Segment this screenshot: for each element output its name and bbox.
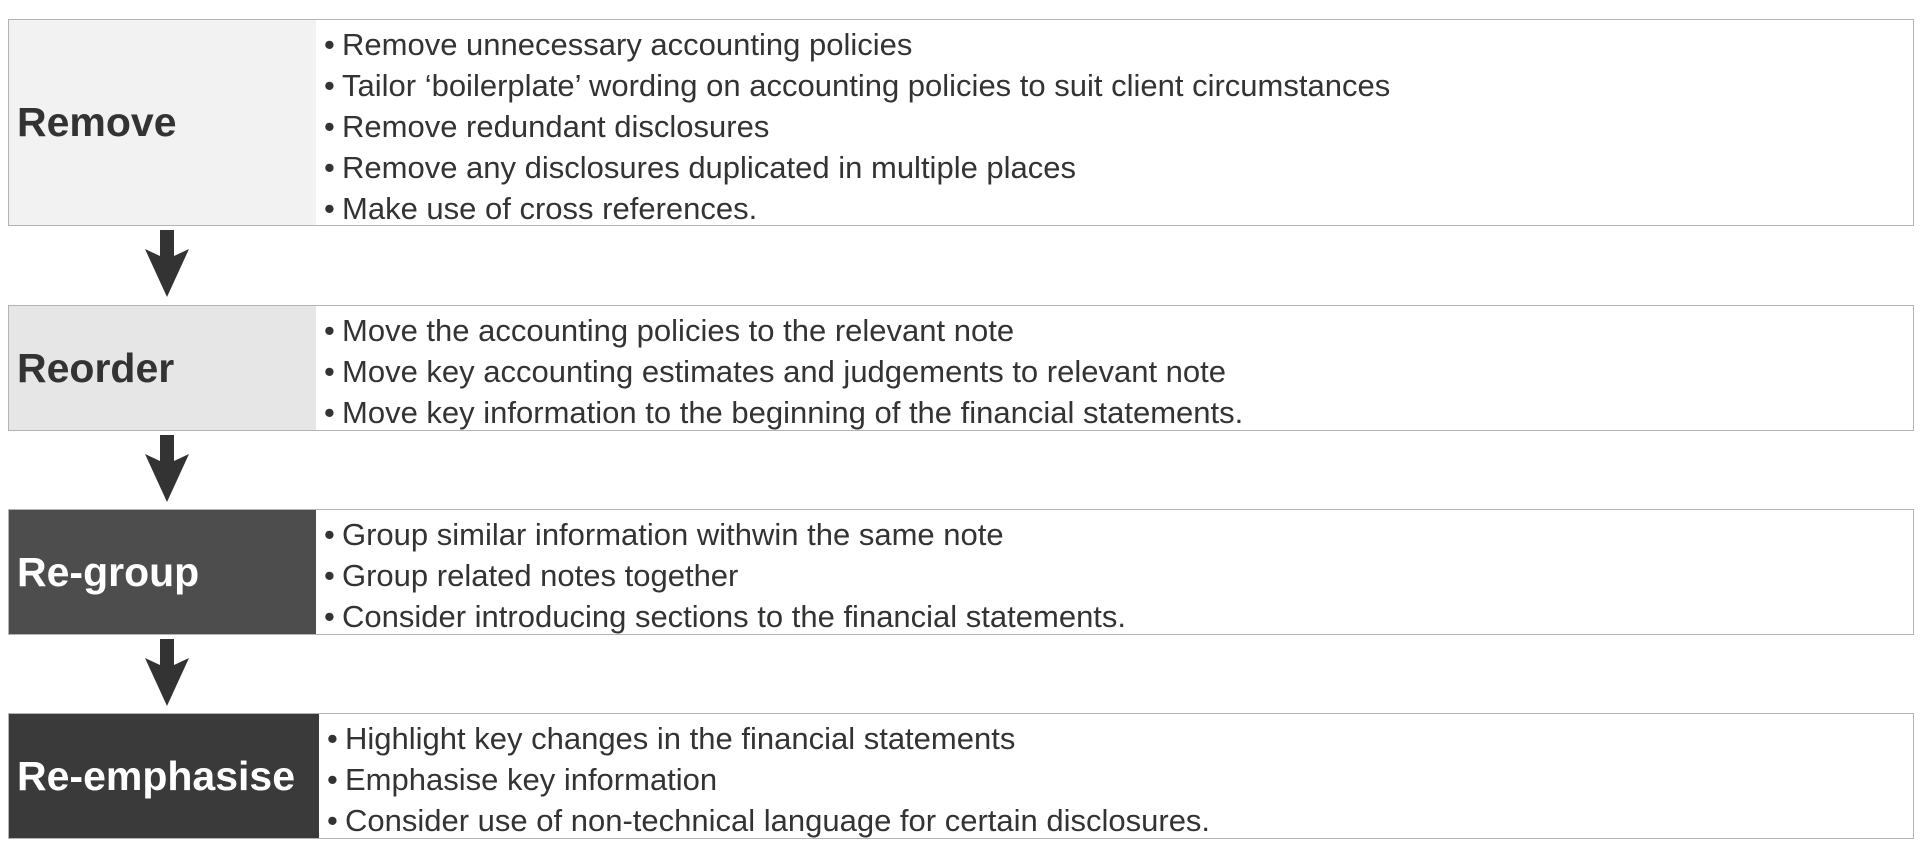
down-arrow-icon	[143, 230, 191, 297]
step-items-reorder	[316, 306, 1913, 430]
list-item: • Consider use of non-technical language for certain disclosures.	[325, 800, 1913, 841]
step-title: Re-emphasise	[17, 752, 296, 799]
step-reorder	[8, 305, 1914, 431]
step-title: Reorder	[17, 344, 175, 391]
list-item: • Move key accounting estimates and judgements to relevant note	[322, 351, 1913, 392]
list-item: • Remove unnecessary accounting policies	[322, 24, 1913, 65]
list-item: • Consider introducing sections to the financial statements.	[322, 596, 1913, 637]
step-items-reemphasise	[319, 714, 1913, 838]
arrow-shape	[145, 639, 189, 706]
step-label-reorder	[9, 306, 316, 430]
step-regroup	[8, 509, 1914, 635]
step-label-reemphasise	[9, 714, 319, 838]
step-remove	[8, 19, 1914, 226]
step-title: Remove	[17, 99, 177, 145]
arrow-shape	[145, 435, 189, 502]
down-arrow-icon	[143, 435, 191, 502]
list-item: • Group related notes together	[322, 555, 1913, 596]
step-reemphasise	[8, 713, 1914, 839]
list-item: • Remove redundant disclosures	[322, 106, 1913, 147]
list-item: • Move the accounting policies to the relevant note	[322, 310, 1913, 351]
step-label-regroup	[9, 510, 316, 634]
step-title: Re-group	[17, 548, 200, 595]
step-items-regroup	[316, 510, 1913, 634]
step-items-remove	[316, 20, 1913, 225]
step-label-remove	[9, 20, 316, 225]
arrow-shape	[145, 230, 189, 297]
process-flow-diagram	[8, 19, 1914, 839]
list-item: • Move key information to the beginning of the financial statements.	[322, 392, 1913, 433]
list-item: • Remove any disclosures duplicated in multiple places	[322, 147, 1913, 188]
list-item: • Make use of cross references.	[322, 188, 1913, 229]
list-item: • Group similar information withwin the same note	[322, 514, 1913, 555]
list-item: • Highlight key changes in the financial statements	[325, 718, 1913, 759]
list-item: • Emphasise key information	[325, 759, 1913, 800]
list-item: • Tailor ‘boilerplate’ wording on accounting policies to suit client circumstances	[322, 65, 1913, 106]
down-arrow-icon	[143, 639, 191, 706]
